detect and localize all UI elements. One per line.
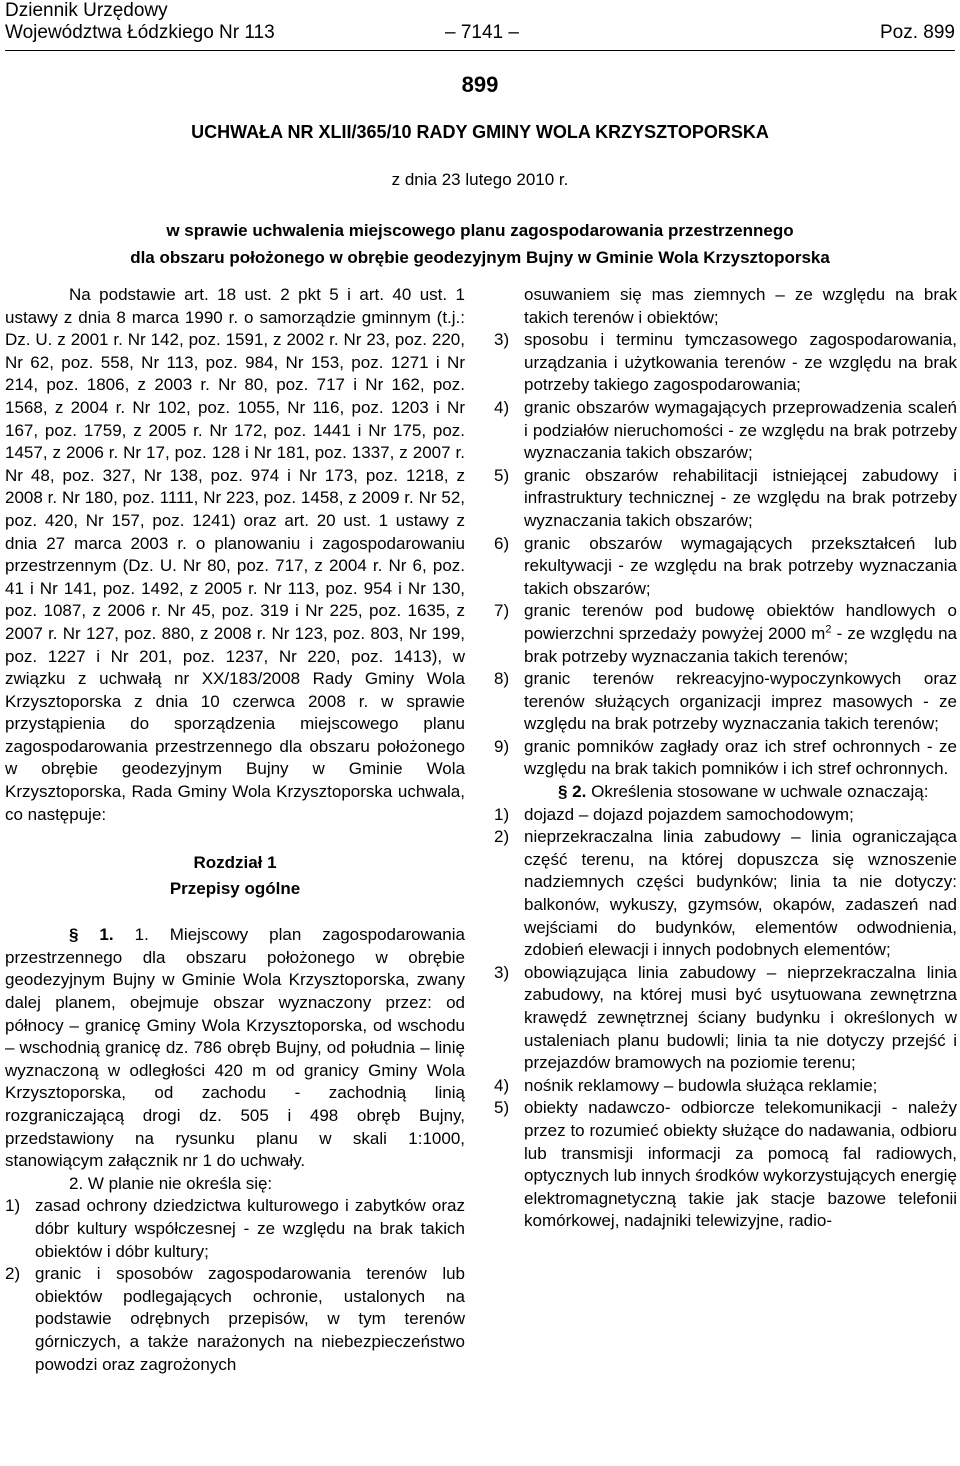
- section-1-para-1-text: 1. Miejscowy plan zagospodarowania przestrzennego dla obszaru położonego w obrębie geodezyjnym Bujny w Gminie Wola Krzysztoporska, zwany dalej planem, obejmuje obszar wyznaczony przez: od północy – granicę Gminy Wola Krzysztoporska, od wschodu – wschodnią granicę dz. 786 obręb Bujny, od południa – linię wyznaczoną w odległości 420 m od granicy Gminy Wola Krzysztoporska, od zachodu - zachodnią linią rozgraniczającą drogi dz. 505 i 498 obręb Bujny, przedstawiony na rysunku planu w skali 1:1000, stanowiącym załącznik nr 1 do uchwały.: [5, 925, 465, 1171]
- resolution-date: z dnia 23 lutego 2010 r.: [391, 170, 569, 189]
- journal-issue: Województwa Łódzkiego Nr 113: [5, 22, 275, 43]
- page-number: – 7141 –: [445, 22, 519, 43]
- list-item: 4) granic obszarów wymagających przeprowadzenia scaleń i podziałów nieruchomości - ze względu na brak potrzeby wyznaczania takich obszarów;: [494, 397, 957, 463]
- list-item: 1) zasad ochrony dziedzictwa kulturowego i zabytków oraz dóbr kultury współczesnej - ze względu na brak takich obiektów i dóbr kultury;: [5, 1196, 465, 1261]
- resolution-title: UCHWAŁA NR XLII/365/10 RADY GMINY WOLA KRZYSZTOPORSKA: [191, 122, 769, 142]
- list-item: 2) granic i sposobów zagospodarowania terenów lub obiektów podlegających ochronie, ustalonych na podstawie odrębnych przepisów, w tym terenów górniczych, a także narażonych na niebezpieczeństwo powodzi oraz zagrożonych: [5, 1264, 465, 1374]
- subject-line-2: dla obszaru położonego w obrębie geodezyjnym Bujny w Gminie Wola Krzysztoporska: [130, 248, 830, 267]
- list-item: 9) granic pomników zagłady oraz ich stref ochronnych - ze względu na brak takich pomników i ich stref ochronnych.: [494, 736, 957, 779]
- list-item: 7) granic terenów pod budowę obiektów handlowych o powierzchni sprzedaży powyżej 2000 $m^2$ - ze względu na brak potrzeby wyznaczania takich terenów;: [494, 601, 957, 666]
- list-item: 5) obiekty nadawczo- odbiorcze telekomunikacji - należy przez to rozumieć obiekty służące do nadawania, odbioru lub transmisji informacji za pomocą fal radiowych, optycznych lub innych środków wykorzystujących energię elektromagnetyczną takie jak stacje bazowe telefonii komórkowej, nadajniki telewizyjne, radio-: [494, 1098, 957, 1231]
- journal-title: Dziennik Urzędowy: [5, 0, 168, 21]
- left-column: [5, 284, 465, 1376]
- list-item-continuation: osuwaniem się mas ziemnych – ze względu na brak takich terenów i obiektów;: [524, 285, 957, 327]
- position-number: 899: [461, 72, 499, 97]
- list-item: 4) nośnik reklamowy – budowla służąca reklamie;: [494, 1075, 878, 1095]
- right-column: [494, 284, 957, 1233]
- chapter-title: Przepisy ogólne: [169, 879, 301, 899]
- section-2-mark: § 2.: [558, 782, 587, 802]
- list-item: 5) granic obszarów rehabilitacji istniejącej zabudowy i infrastruktury technicznej - ze względu na brak potrzeby wyznaczania takich obszarów;: [494, 465, 957, 530]
- section-2-intro: § 2. Określenia stosowane w uchwale oznaczają:: [558, 782, 929, 802]
- resolution-subject: [0, 217, 960, 271]
- list-item: 6) granic obszarów wymagających przekształceń lub rekultywacji - ze względu na brak potrzeby wyznaczania takich obszarów;: [494, 533, 957, 598]
- list-item: 8) granic terenów rekreacyjno-wypoczynkowych oraz terenów służących organizacji imprez masowych - ze względu na brak potrzeby wyznaczania takich terenów;: [494, 669, 957, 734]
- list-item: 1) dojazd – dojazd pojazdem samochodowym;: [494, 804, 854, 824]
- subject-line-1: w sprawie uchwalenia miejscowego planu zagospodarowania przestrzennego: [166, 221, 794, 240]
- header-divider: [5, 50, 955, 51]
- section-1-para-1: [5, 924, 465, 1173]
- list-item: 3) obowiązująca linia zabudowy – nieprzekraczalna linia zabudowy, na której musi być usytuowana zewnętrzna krawędź zewnętrznej ściany budynku i określonych w ustaleniach planu budowli; linia ta nie dotyczy przejść i przejazdów bramowych na poziomie terenu;: [494, 962, 957, 1073]
- position-ref: Poz. 899: [880, 22, 955, 43]
- list-item: 3) sposobu i terminu tymczasowego zagospodarowania, urządzania i użytkowania terenów - ze względu na brak potrzeby takiego zagospodarowania;: [494, 330, 957, 395]
- list-item: 2) nieprzekraczalna linia zabudowy – linia ograniczająca część terenu, na której dopuszcza się wznoszenie nadziemnych części budynków; linia ta nie dotyczy: balkonów, wykuszy, gzymsów, okapów, zadaszeń nad wejściami do budynków, elementów odwodnienia, zdobień elewacji i innych podobnych elementów;: [494, 827, 957, 960]
- section-1-mark: § 1.: [69, 925, 114, 945]
- chapter-number: Rozdział 1: [193, 853, 277, 873]
- section-1-para-2: 2. W planie nie określa się:: [69, 1173, 273, 1193]
- preamble: Na podstawie art. 18 ust. 2 pkt 5 i art. 40 ust. 1 ustawy z dnia 8 marca 1990 r. o samorządzie gminnym (t.j.: Dz. U. z 2001 r. Nr 142, poz. 1591, z 2002 r. Nr 23, poz. 220, Nr 62, poz. 558, Nr 113, poz. 984, Nr 153, poz. 1271 i Nr 214, poz. 1806, z 2003 r. Nr 80, poz. 717 i Nr 162, poz. 1568, z 2004 r. Nr 102, poz. 1055, Nr 116, poz. 1203 i Nr 167, poz. 1759, z 2005 r. Nr 172, poz. 1441 i Nr 175, poz. 1457, z 2006 r. Nr 17, poz. 128 i Nr 181, poz. 1337, z 2007 r. Nr 48, poz. 327, Nr 138, poz. 974 i Nr 173, poz. 1218, z 2008 r. Nr 180, poz. 1111, Nr 223, poz. 1458, z 2009 r. Nr 52, poz. 420, Nr 157, poz. 1241) oraz art. 20 ust. 1 ustawy z dnia 27 marca 2003 r. o planowaniu i zagospodarowaniu przestrzennym (Dz. U. Nr 80, poz. 717, z 2004 r. Nr 6, poz. 41 i Nr 141, poz. 1492, z 2005 r. Nr 113, poz. 954 i Nr 130, poz. 1087, z 2006 r. Nr 45, poz. 319 i Nr 225, poz. 1635, z 2007 r. Nr 127, poz. 880, z 2008 r. Nr 123, poz. 803, Nr 199, poz. 1227 i Nr 201, poz. 1237, Nr 220, poz. 1413), w związku z uchwałą nr XX/183/2008 Rady Gminy Wola Krzysztoporska z dnia 10 czerwca 2008 r. w sprawie przystąpienia do sporządzenia miejscowego planu zagospodarowania przestrzennego dla obszaru położonego w obrębie geodezyjnym Bujny w Gminie Wola Krzysztoporska, Rada Gminy Wola Krzysztoporska uchwala, co następuje:: [5, 285, 465, 824]
- chapter-heading: [5, 850, 465, 902]
